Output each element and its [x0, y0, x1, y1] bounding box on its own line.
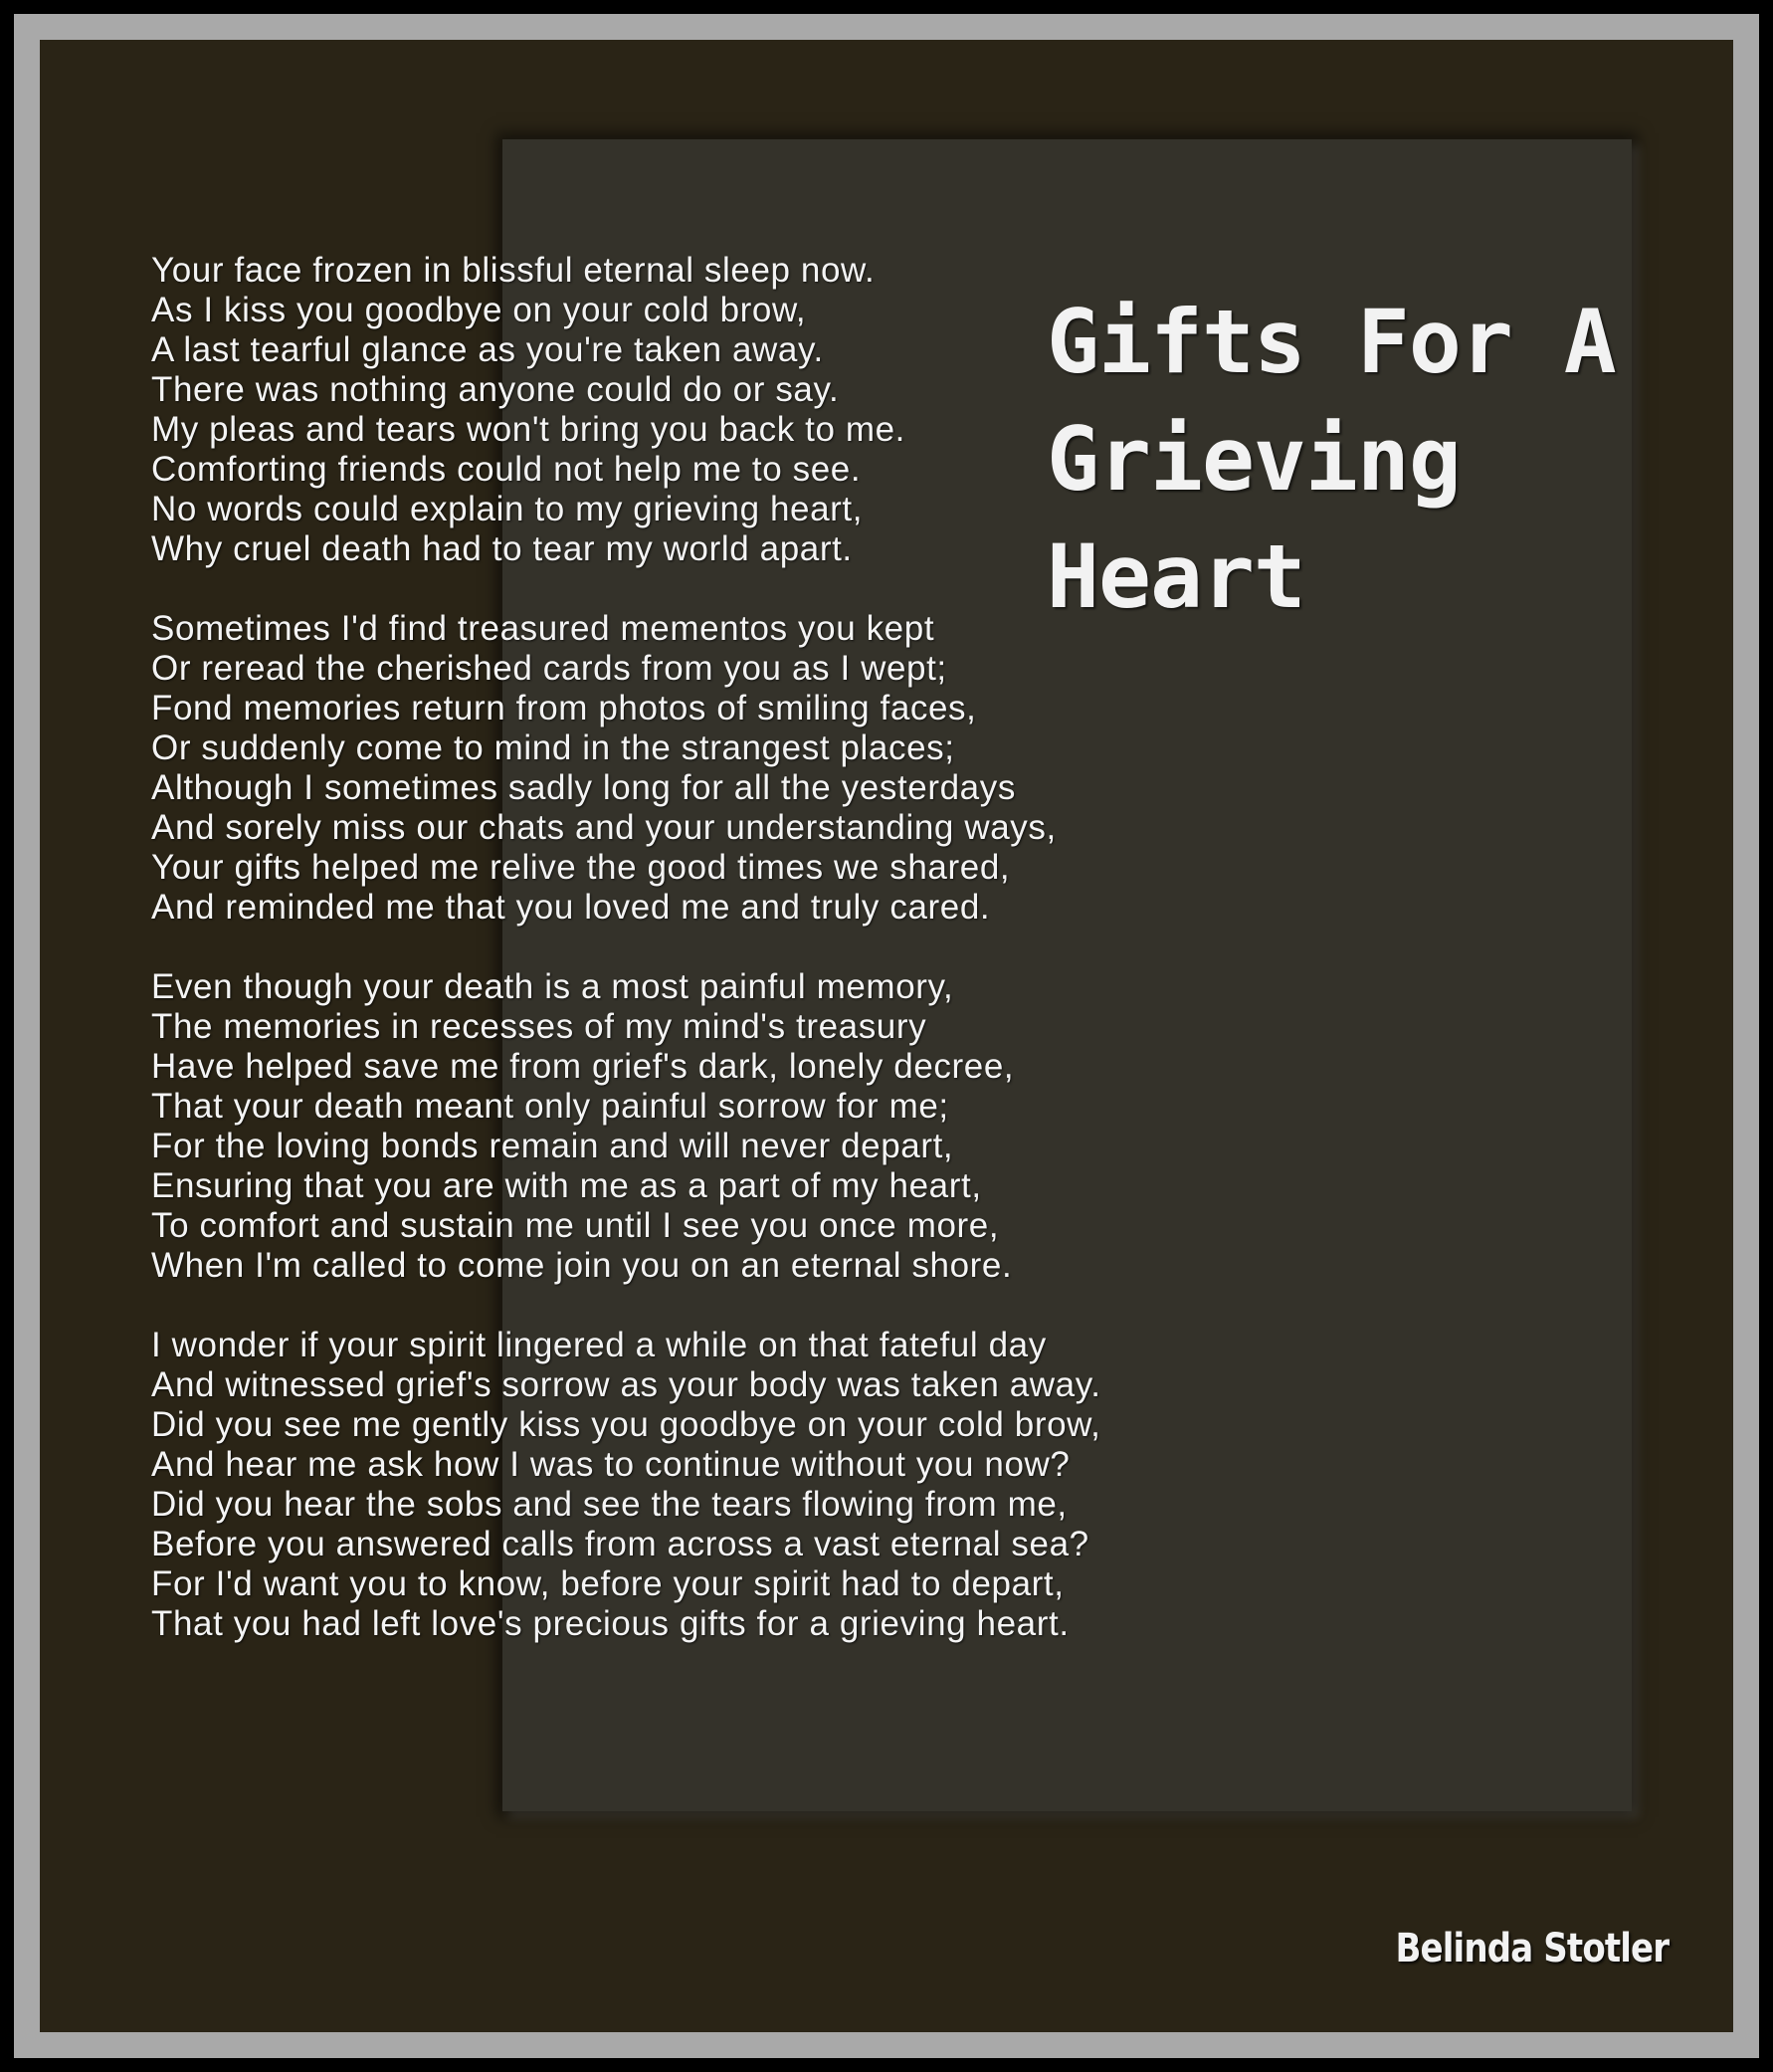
poem-line: A last tearful glance as you're taken away. — [151, 330, 824, 369]
poem-line: Your face frozen in blissful eternal sleep now. — [151, 251, 876, 290]
poem-line: Comforting friends could not help me to see. — [151, 450, 862, 489]
poem-line: Or suddenly come to mind in the strangest places; — [151, 728, 955, 767]
title-line-1: Gifts For A — [1047, 291, 1616, 393]
poem-line: Have helped save me from grief's dark, lonely decree, — [151, 1047, 1015, 1086]
poem-line: Ensuring that you are with me as a part of my heart, — [151, 1166, 982, 1205]
poem-line: There was nothing anyone could do or say. — [151, 370, 840, 409]
poem-line: Although I sometimes sadly long for all the yesterdays — [151, 768, 1016, 807]
poem-line: The memories in recesses of my mind's treasury — [151, 1007, 927, 1046]
stanza-2 — [151, 609, 1295, 928]
title-line-3: Heart — [1047, 525, 1305, 628]
poem-line: That your death meant only painful sorrow for me; — [151, 1087, 949, 1126]
author-signature: Belinda Stotler — [1395, 1926, 1669, 1971]
poem-line: When I'm called to come join you on an eternal shore. — [151, 1246, 1013, 1285]
poem-line: Fond memories return from photos of smiling faces, — [151, 689, 977, 727]
stanza-1 — [151, 251, 1295, 569]
poem-line: Did you hear the sobs and see the tears flowing from me, — [151, 1485, 1068, 1524]
poem-line: That you had left love's precious gifts for a grieving heart. — [151, 1604, 1070, 1643]
poem-line: For the loving bonds remain and will never depart, — [151, 1127, 954, 1165]
poem-line: My pleas and tears won't bring you back to me. — [151, 410, 905, 449]
poem-line: And sorely miss our chats and your understanding ways, — [151, 808, 1057, 847]
poem-line: Did you see me gently kiss you goodbye on your cold brow, — [151, 1405, 1101, 1444]
poem-line: Sometimes I'd find treasured mementos you kept — [151, 609, 935, 648]
poem-line: For I'd want you to know, before your spirit had to depart, — [151, 1564, 1065, 1603]
poem-line: Or reread the cherished cards from you as I wept; — [151, 649, 947, 688]
poem-line: Why cruel death had to tear my world apart. — [151, 529, 853, 568]
poster-canvas — [40, 40, 1733, 2032]
stanza-3 — [151, 967, 1295, 1286]
poem-line: Your gifts helped me relive the good times we shared, — [151, 848, 1011, 887]
poem-line: I wonder if your spirit lingered a while on that fateful day — [151, 1326, 1047, 1364]
poem-body — [151, 251, 1295, 1684]
poem-line: And reminded me that you loved me and truly cared. — [151, 888, 991, 927]
poem-line: And witnessed grief's sorrow as your body was taken away. — [151, 1365, 1101, 1404]
poem-line: No words could explain to my grieving heart, — [151, 490, 864, 528]
poem-line: And hear me ask how I was to continue without you now? — [151, 1445, 1071, 1484]
poem-line: Even though your death is a most painful memory, — [151, 967, 954, 1006]
title-line-2: Grieving — [1047, 408, 1461, 511]
stanza-4 — [151, 1326, 1295, 1644]
poem-line: To comfort and sustain me until I see you once more, — [151, 1206, 1000, 1245]
poem-line: Before you answered calls from across a vast eternal sea? — [151, 1525, 1089, 1563]
poem-line: As I kiss you goodbye on your cold brow, — [151, 291, 807, 329]
